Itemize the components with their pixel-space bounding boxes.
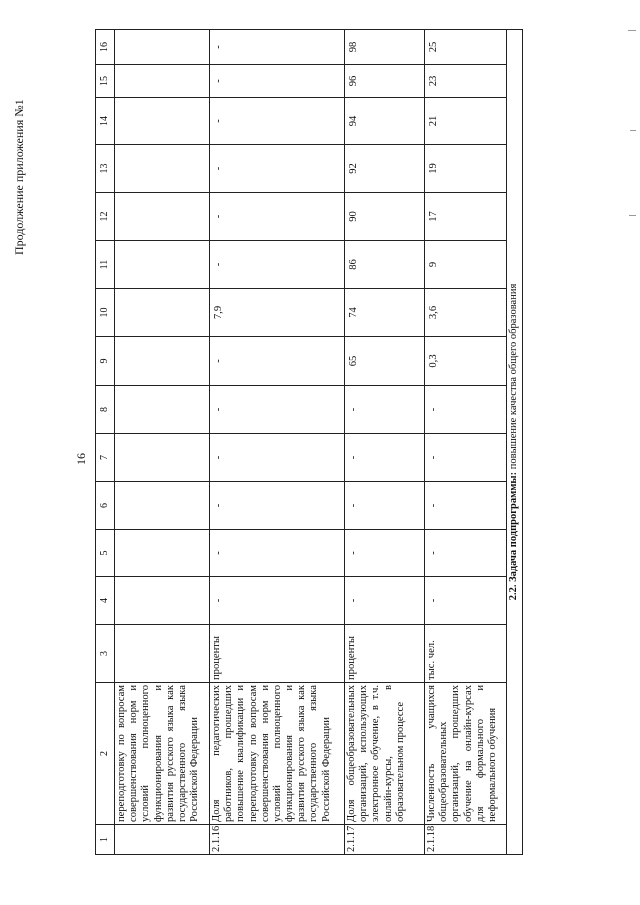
unit-cell <box>115 625 210 683</box>
value-cell: - <box>210 337 345 386</box>
value-cell: - <box>210 530 345 577</box>
value-cell: - <box>425 482 507 530</box>
value-cell: 3,6 <box>425 289 507 337</box>
value-cell: - <box>345 434 425 482</box>
indicator-name: Доля педагогических работников, прошедших повышение квалификации и переподготовку по вопросам совершенствования норм и условий полноценного функционирования и развития русского языка как государственного языка Российской Федерации <box>210 683 345 825</box>
value-cell: - <box>425 434 507 482</box>
column-header: 16 <box>96 30 115 65</box>
value-cell <box>115 145 210 193</box>
task-row <box>507 30 523 855</box>
value-cell <box>115 434 210 482</box>
column-number-row <box>96 30 115 855</box>
value-cell <box>115 386 210 434</box>
value-cell: - <box>210 434 345 482</box>
value-cell: - <box>210 65 345 98</box>
value-cell: 98 <box>345 30 425 65</box>
value-cell: - <box>345 530 425 577</box>
scan-mark <box>628 30 636 31</box>
indicators-table <box>95 29 523 855</box>
column-header: 5 <box>96 530 115 577</box>
value-cell: 74 <box>345 289 425 337</box>
column-header: 2 <box>96 683 115 825</box>
value-cell: 96 <box>345 65 425 98</box>
value-cell <box>115 193 210 241</box>
column-header: 8 <box>96 386 115 434</box>
value-cell: 65 <box>345 337 425 386</box>
value-cell: - <box>210 241 345 289</box>
subprogram-task-cell <box>507 30 523 855</box>
indicator-name: переподготовку по вопросам совершенствования норм и условий полноценного функционирования и развития русского языка как государственного языка Российской Федерации <box>115 683 210 825</box>
column-header: 13 <box>96 145 115 193</box>
value-cell: 94 <box>345 98 425 145</box>
column-header: 3 <box>96 625 115 683</box>
column-header: 15 <box>96 65 115 98</box>
table-row <box>425 30 507 855</box>
task-text: повышение качества общего образования <box>508 283 520 472</box>
value-cell: - <box>345 577 425 625</box>
unit-cell: тыс. чел. <box>425 625 507 683</box>
row-number: 2.1.17 <box>345 825 425 855</box>
table-row <box>345 30 425 855</box>
unit-cell: проценты <box>345 625 425 683</box>
value-cell: - <box>210 386 345 434</box>
value-cell: - <box>345 482 425 530</box>
value-cell: - <box>210 145 345 193</box>
column-header: 6 <box>96 482 115 530</box>
value-cell: 0,3 <box>425 337 507 386</box>
value-cell: 21 <box>425 98 507 145</box>
value-cell: 90 <box>345 193 425 241</box>
value-cell <box>115 530 210 577</box>
value-cell: 9 <box>425 241 507 289</box>
task-label: 2.2. Задача подпрограммы: <box>508 471 520 601</box>
scan-mark <box>630 130 636 131</box>
indicator-name: Численность учащихся общеобразовательных организаций, прошедших обучение на онлайн-курсах для формального и неформального обучения <box>425 683 507 825</box>
value-cell: 7,9 <box>210 289 345 337</box>
unit-cell: проценты <box>210 625 345 683</box>
column-header: 10 <box>96 289 115 337</box>
column-header: 11 <box>96 241 115 289</box>
column-header: 1 <box>96 825 115 855</box>
value-cell: 92 <box>345 145 425 193</box>
value-cell <box>115 241 210 289</box>
column-header: 14 <box>96 98 115 145</box>
value-cell: - <box>425 577 507 625</box>
value-cell: - <box>425 530 507 577</box>
value-cell: - <box>345 386 425 434</box>
value-cell: - <box>425 386 507 434</box>
value-cell: - <box>210 577 345 625</box>
value-cell: - <box>210 193 345 241</box>
row-number: 2.1.18 <box>425 825 507 855</box>
value-cell: 86 <box>345 241 425 289</box>
indicator-name: Доля общеобразовательных организаций, использующих электронное обучение, в т.ч. онлайн-курсы, в образовательном процессе <box>345 683 425 825</box>
column-header: 9 <box>96 337 115 386</box>
value-cell: 23 <box>425 65 507 98</box>
table-row <box>210 30 345 855</box>
value-cell <box>115 577 210 625</box>
value-cell: 25 <box>425 30 507 65</box>
column-header: 4 <box>96 577 115 625</box>
value-cell: - <box>210 30 345 65</box>
value-cell: - <box>210 98 345 145</box>
value-cell <box>115 98 210 145</box>
value-cell <box>115 337 210 386</box>
value-cell <box>115 482 210 530</box>
page-number: 16 <box>74 453 88 465</box>
scan-mark <box>629 215 636 216</box>
table-row <box>115 30 210 855</box>
column-header: 12 <box>96 193 115 241</box>
row-number <box>115 825 210 855</box>
value-cell <box>115 65 210 98</box>
value-cell: 19 <box>425 145 507 193</box>
value-cell: 17 <box>425 193 507 241</box>
value-cell <box>115 30 210 65</box>
appendix-continuation-note: Продолжение приложения №1 <box>12 99 26 255</box>
column-header: 7 <box>96 434 115 482</box>
row-number: 2.1.16 <box>210 825 345 855</box>
value-cell: - <box>210 482 345 530</box>
value-cell <box>115 289 210 337</box>
